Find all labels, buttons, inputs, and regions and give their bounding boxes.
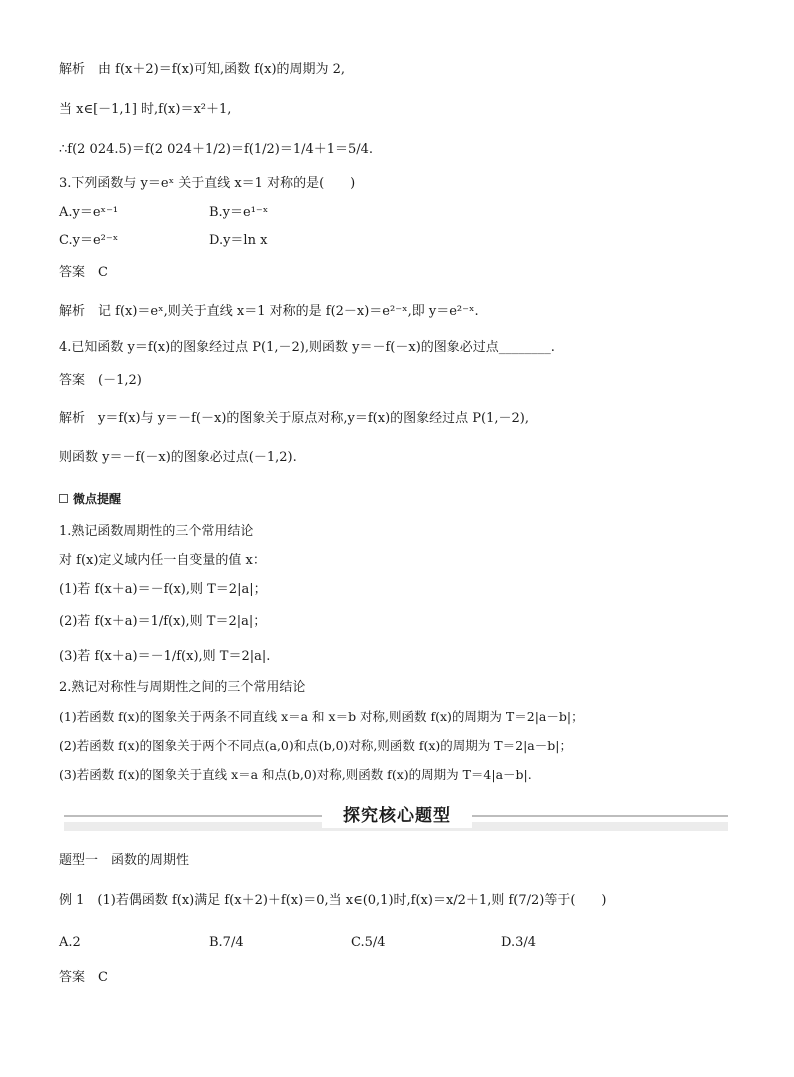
topic-heading: 题型一 函数的周期性 xyxy=(59,853,190,868)
section-marker-icon xyxy=(59,494,68,503)
example-option-d: D.3/4 xyxy=(501,935,537,950)
question-3: 3.下列函数与 y＝eˣ 关于直线 x＝1 对称的是( ) xyxy=(59,176,356,191)
tips-title: 微点提醒 xyxy=(73,492,122,506)
answer-q4: 答案 (－1,2) xyxy=(59,373,142,388)
example-question: 例 1 (1)若偶函数 f(x)满足 f(x＋2)＋f(x)＝0,当 x∈(0,1)时,f(x)＝x/2＋1,则 f(7/2)等于( ) xyxy=(59,893,607,908)
q3-option-d: D.y＝ln x xyxy=(209,233,268,248)
solution-q4-line2: 则函数 y＝－f(－x)的图象必过点(－1,2). xyxy=(59,450,297,465)
tip-line: 2.熟记对称性与周期性之间的三个常用结论 xyxy=(59,680,306,695)
question-4: 4.已知函数 y＝f(x)的图象经过点 P(1,－2),则函数 y＝－f(－x)的图象必过点________. xyxy=(59,340,555,355)
solution-q3: 解析 记 f(x)＝eˣ,则关于直线 x＝1 对称的是 f(2－x)＝e²⁻ˣ,即 y＝e²⁻ˣ. xyxy=(59,304,479,319)
q3-option-b: B.y＝e¹⁻ˣ xyxy=(209,205,269,220)
tip-line: (3)若函数 f(x)的图象关于直线 x＝a 和点(b,0)对称,则函数 f(x)的周期为 T＝4|a－b|. xyxy=(59,767,532,782)
tip-line: 对 f(x)定义域内任一自变量的值 x： xyxy=(59,553,266,568)
tip-line: (1)若函数 f(x)的图象关于两条不同直线 x＝a 和 x＝b 对称,则函数 f(x)的周期为 T＝2|a－b|； xyxy=(59,709,584,724)
tip-line: (3)若 f(x＋a)＝－1/f(x),则 T＝2|a|. xyxy=(59,649,271,664)
example-option-a: A.2 xyxy=(59,935,81,950)
solution-q2-line1: 解析 由 f(x＋2)＝f(x)可知,函数 f(x)的周期为 2, xyxy=(59,62,346,77)
solution-q4-line1: 解析 y＝f(x)与 y＝－f(－x)的图象关于原点对称,y＝f(x)的图象经过点 P(1,－2), xyxy=(59,411,529,426)
tip-line: (2)若 f(x＋a)＝1/f(x),则 T＝2|a|； xyxy=(59,614,267,629)
tip-line: 1.熟记函数周期性的三个常用结论 xyxy=(59,524,254,539)
banner-title: 探究核心题型 xyxy=(322,804,472,828)
answer-q3: 答案 C xyxy=(59,265,108,280)
q3-option-c: C.y＝e²⁻ˣ xyxy=(59,233,119,248)
example-option-b: B.7/4 xyxy=(209,935,244,950)
example-answer: 答案 C xyxy=(59,970,108,985)
tip-line: (1)若 f(x＋a)＝－f(x),则 T＝2|a|； xyxy=(59,582,267,597)
solution-q2-line2: 当 x∈[－1,1] 时,f(x)＝x²＋1, xyxy=(59,102,232,117)
solution-q2-line3: ∴f(2 024.5)＝f(2 024＋1/2)＝f(1/2)＝1/4＋1＝5/4. xyxy=(59,142,374,157)
q3-option-a: A.y＝eˣ⁻¹ xyxy=(59,205,119,220)
tips-heading xyxy=(59,489,121,509)
example-option-c: C.5/4 xyxy=(351,935,386,950)
tip-line: (2)若函数 f(x)的图象关于两个不同点(a,0)和点(b,0)对称,则函数 f(x)的周期为 T＝2|a－b|； xyxy=(59,738,572,753)
